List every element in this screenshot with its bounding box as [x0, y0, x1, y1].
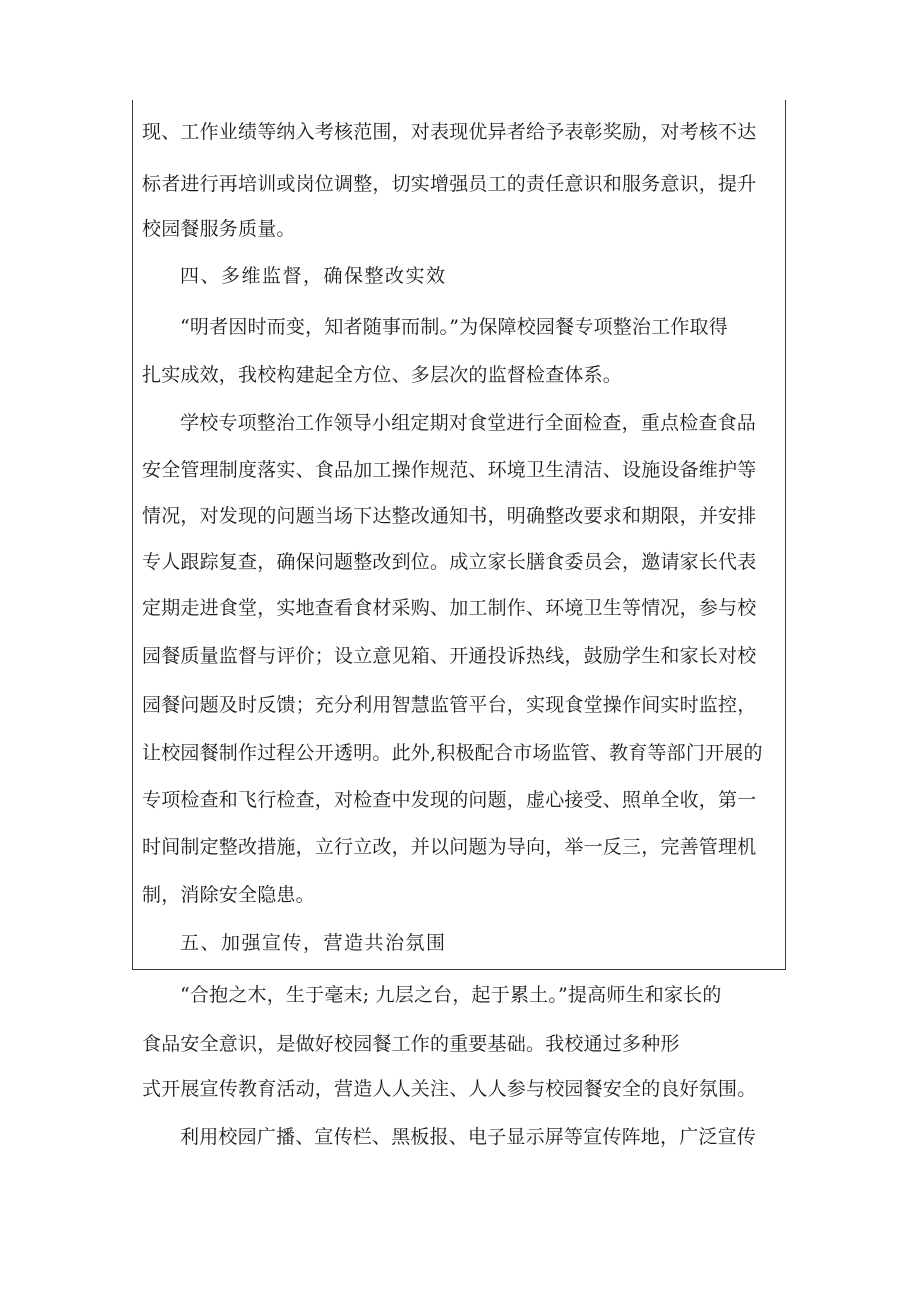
paragraph-line: 学校专项整治工作领导小组定期对食堂进行全面检查，重点检查食品 [180, 412, 757, 434]
paragraph-line: “合抱之木，生于毫末; 九层之台，起于累土。”提高师生和家长的 [180, 984, 722, 1006]
paragraph-line: 情况，对发现的问题当场下达整改通知书，明确整改要求和期限，并安排 [142, 505, 757, 527]
paragraph-line: 食品安全意识，是做好校园餐工作的重要基础。我校通过多种形 [142, 1033, 680, 1055]
paragraph-line: 利用校园广播、宣传栏、黑板报、电子显示屏等宣传阵地，广泛宣传 [180, 1126, 757, 1148]
paragraph-line: 专人跟踪复查，确保问题整改到位。成立家长膳食委员会，邀请家长代表 [142, 551, 757, 573]
section-heading-4: 四、多维监督，确保整改实效 [180, 265, 447, 287]
paragraph-line: 标者进行再培训或岗位调整，切实增强员工的责任意识和服务意识，提升 [142, 173, 757, 195]
paragraph-line: 时间制定整改措施，立行立改，并以问题为导向，举一反三，完善管理机 [142, 836, 757, 858]
paragraph-line: 专项检查和飞行检查，对检查中发现的问题，虚心接受、照单全收，第一 [142, 789, 757, 811]
paragraph-line: 扎实成效，我校构建起全方位、多层次的监督检查体系。 [142, 364, 623, 386]
paragraph-line: “明者因时而变，知者随事而制。”为保障校园餐专项整治工作取得 [180, 316, 728, 338]
paragraph-line: 园餐质量监督与评价；设立意见箱、开通投诉热线，鼓励学生和家长对校 [142, 645, 757, 667]
section-heading-5: 五、加强宣传，营造共治氛围 [180, 932, 447, 954]
paragraph-line: 式开展宣传教育活动，营造人人关注、人人参与校园餐安全的良好氛围。 [142, 1078, 757, 1100]
paragraph-line: 安全管理制度落实、食品加工操作规范、环境卫生清洁、设施设备维护等 [142, 459, 757, 481]
paragraph-line: 让校园餐制作过程公开透明。此外,积极配合市场监管、教育等部门开展的 [142, 742, 763, 764]
paragraph-line: 校园餐服务质量。 [142, 218, 296, 240]
paragraph-line: 定期走进食堂，实地查看食材采购、加工制作、环境卫生等情况，参与校 [142, 597, 757, 619]
paragraph-line: 现、工作业绩等纳入考核范围，对表现优异者给予表彰奖励，对考核不达 [142, 121, 757, 143]
paragraph-line: 制，消除安全隐患。 [142, 884, 315, 906]
paragraph-line: 园餐问题及时反馈；充分利用智慧监管平台，实现食堂操作间实时监控， [142, 694, 757, 716]
